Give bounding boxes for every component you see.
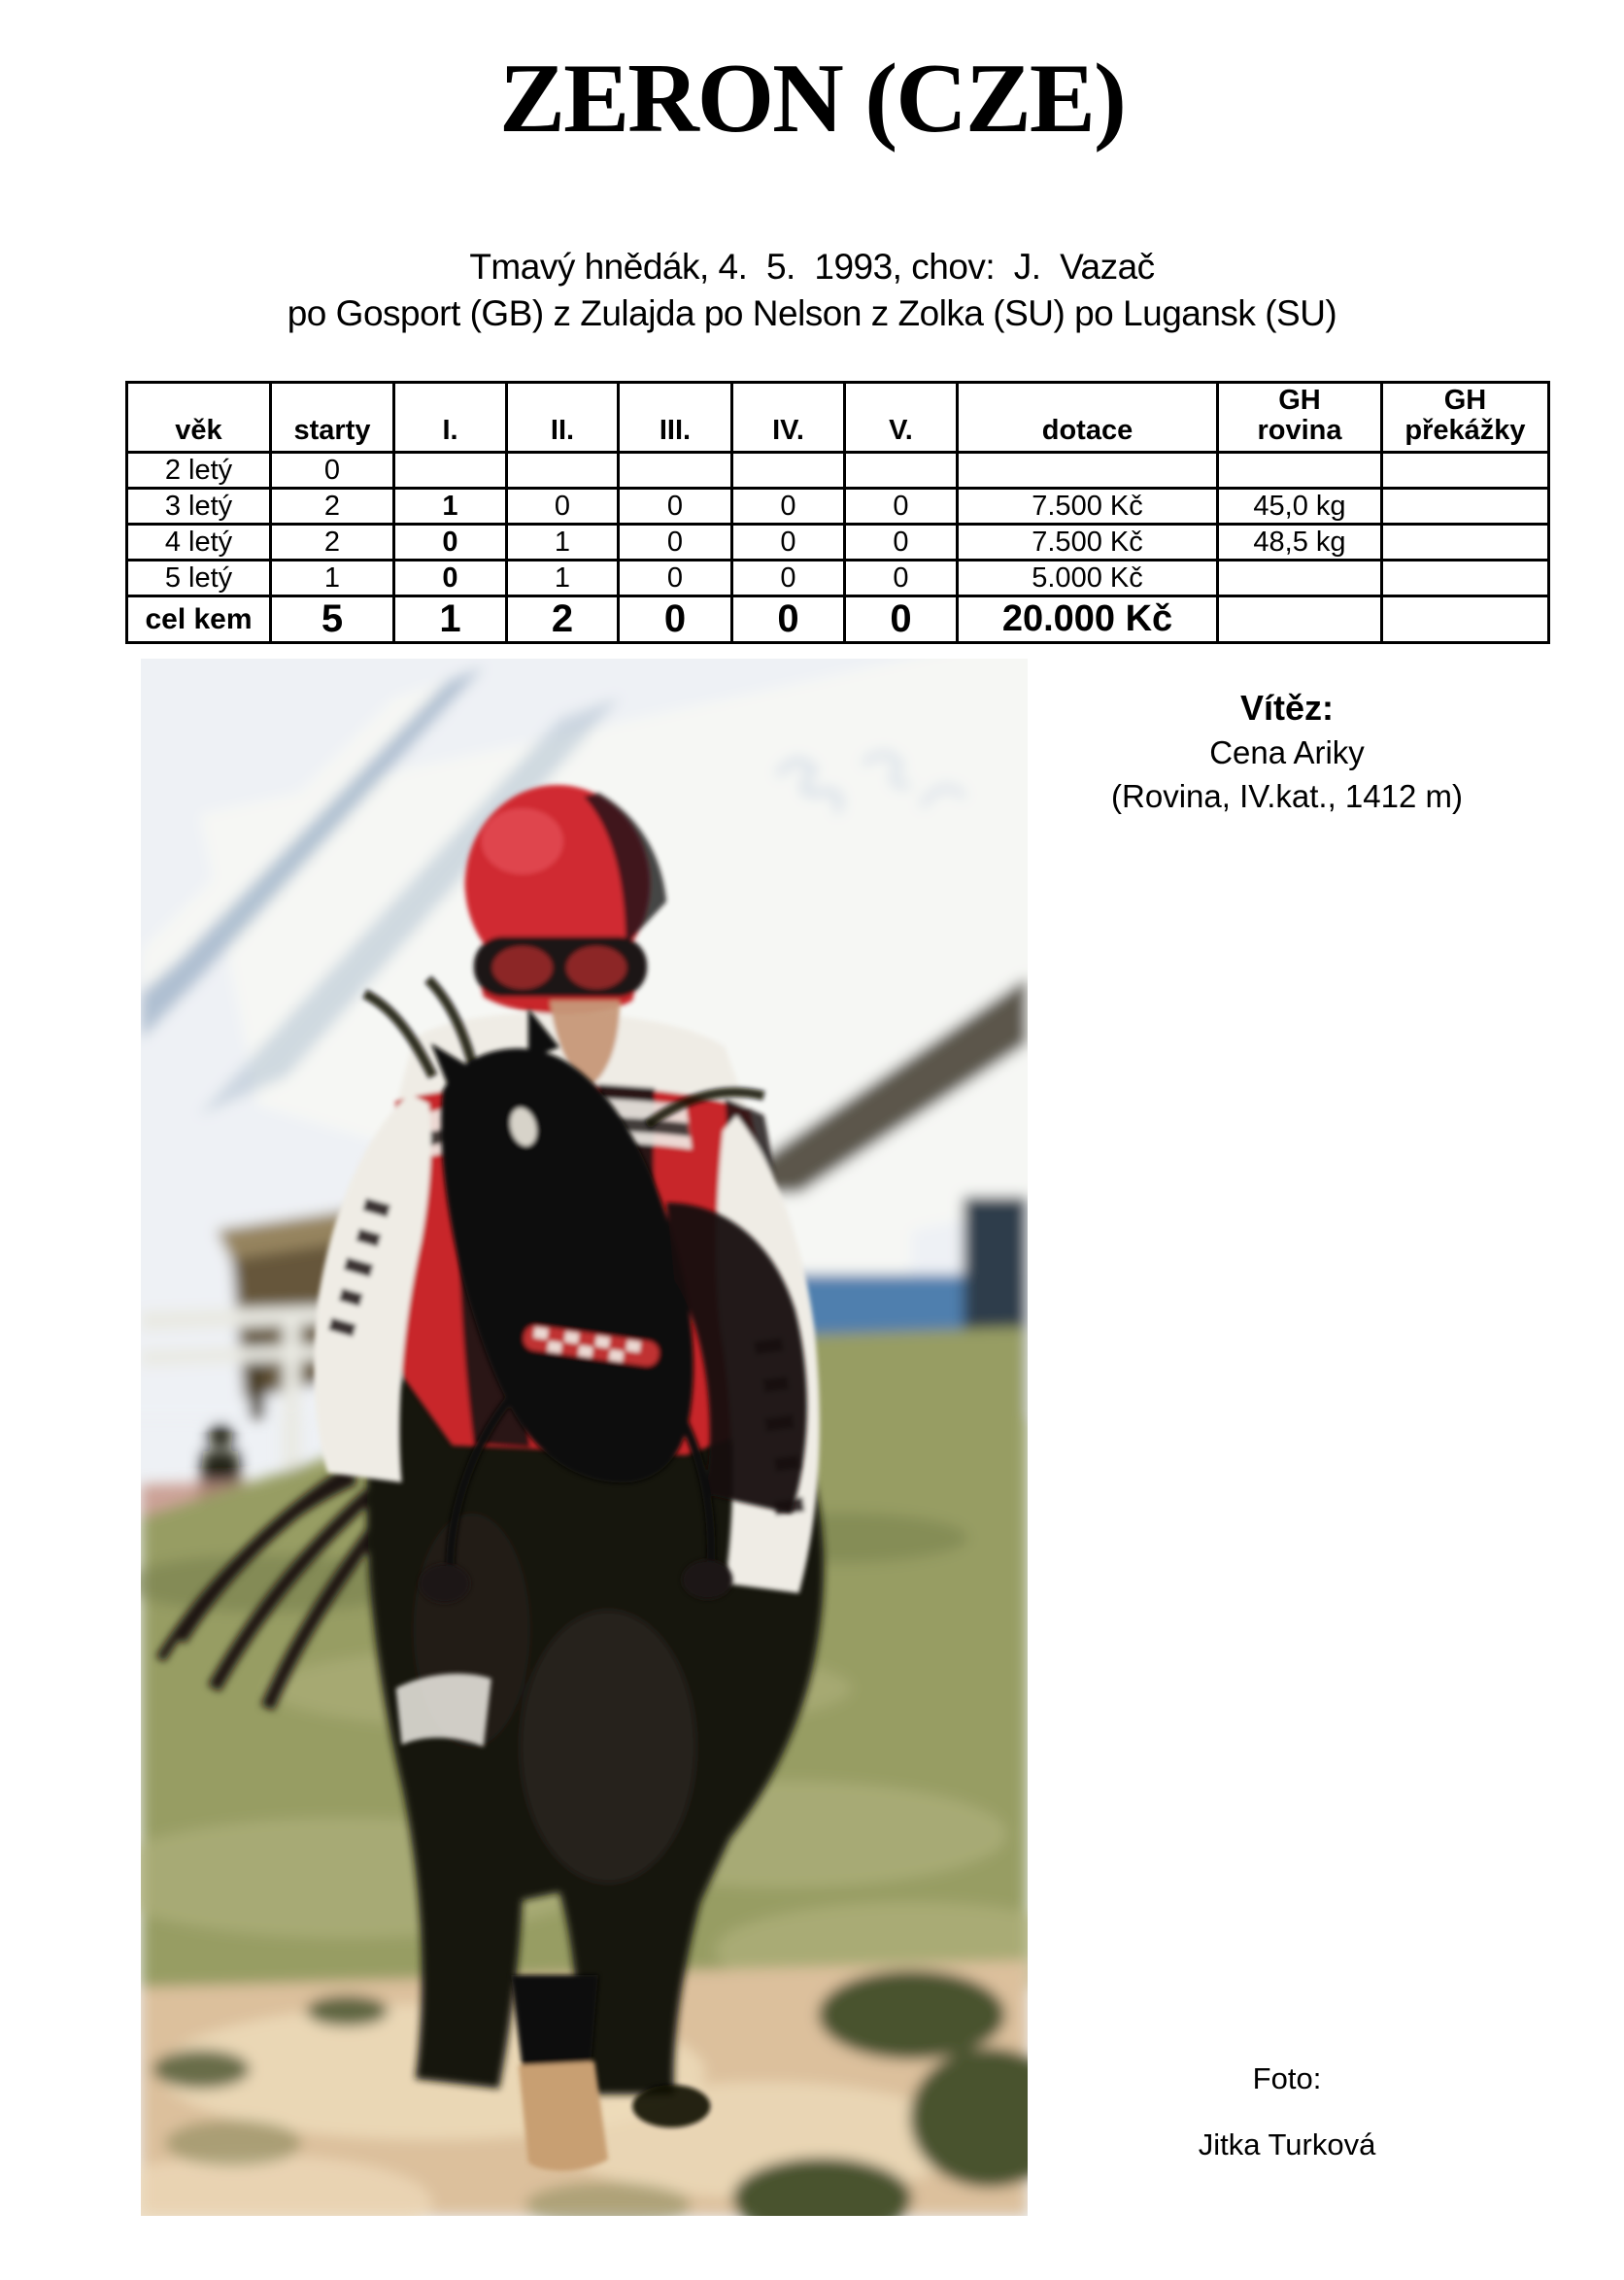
table-cell: 0 <box>619 561 732 596</box>
column-header-place2: II. <box>507 383 619 453</box>
table-cell <box>732 453 845 489</box>
column-header-place1: I. <box>394 383 507 453</box>
table-cell: 2 <box>271 489 394 525</box>
column-header-dotace: dotace <box>958 383 1218 453</box>
column-header-place5: V. <box>845 383 958 453</box>
photo-credit-name: Jitka Turková <box>1198 2127 1376 2161</box>
table-cell: 0 <box>845 489 958 525</box>
table-cell <box>507 453 619 489</box>
table-cell: 0 <box>732 596 845 643</box>
table-cell-total-label: cel kem <box>127 596 271 643</box>
table-cell: 45,0 kg <box>1218 489 1382 525</box>
table-cell: 5.000 Kč <box>958 561 1218 596</box>
column-header-vek: věk <box>127 383 271 453</box>
winner-block <box>1030 686 1544 818</box>
table-cell: 1 <box>507 525 619 561</box>
table-cell <box>1382 525 1549 561</box>
table-cell: 0 <box>507 489 619 525</box>
goggle-lens-left <box>492 946 553 989</box>
horse-photo-illustration <box>141 659 1028 2216</box>
table-cell: 0 <box>845 596 958 643</box>
column-header-gh-rovina: GH rovina <box>1218 383 1382 453</box>
column-header-gh-prekazky: GH překážky <box>1382 383 1549 453</box>
page-title: ZERON (CZE) <box>499 44 1125 153</box>
winner-race-name: Cena Ariky <box>1209 734 1365 770</box>
table-cell <box>1218 453 1382 489</box>
table-cell: 2 letý <box>127 453 271 489</box>
table-row-2lety <box>127 453 1549 489</box>
table-cell <box>1218 561 1382 596</box>
table-cell: 0 <box>619 596 732 643</box>
goggle-lens-right <box>566 946 626 989</box>
table-row-5lety <box>127 561 1549 596</box>
table-cell: 20.000 Kč <box>958 596 1218 643</box>
table-cell: 2 <box>271 525 394 561</box>
table-cell: 7.500 Kč <box>958 489 1218 525</box>
table-cell: 0 <box>732 489 845 525</box>
horse-muzzle <box>547 1395 640 1457</box>
table-cell: 0 <box>732 525 845 561</box>
table-cell <box>1382 489 1549 525</box>
saddle-cloth-edge <box>396 1674 491 1747</box>
photo-credit-label: Foto: <box>1252 2061 1322 2095</box>
table-cell <box>958 453 1218 489</box>
winner-heading: Vítěz: <box>1239 688 1334 728</box>
table-cell: 5 letý <box>127 561 271 596</box>
table-cell: 0 <box>845 525 958 561</box>
table-header-row <box>127 383 1549 453</box>
table-cell <box>845 453 958 489</box>
subtitle-line-2: po Gosport (GB) z Zulajda po Nelson z Zolka (SU) po Lugansk (SU) <box>287 293 1337 333</box>
table-cell: 1 <box>507 561 619 596</box>
table-cell: 1 <box>394 489 507 525</box>
table-cell: 0 <box>271 453 394 489</box>
jockey-hand-left <box>420 1564 470 1603</box>
table-cell <box>1382 453 1549 489</box>
winner-race-details: (Rovina, IV.kat., 1412 m) <box>1111 778 1463 814</box>
table-cell: 4 letý <box>127 525 271 561</box>
table-cell: 48,5 kg <box>1218 525 1382 561</box>
column-header-place4: IV. <box>732 383 845 453</box>
table-cell: 0 <box>619 489 732 525</box>
table-cell: 1 <box>271 561 394 596</box>
second-hoof-shadow <box>632 2085 710 2127</box>
table-cell: 5 <box>271 596 394 643</box>
table-row-3lety <box>127 489 1549 525</box>
table-cell: 0 <box>394 561 507 596</box>
table-cell: 0 <box>845 561 958 596</box>
table-cell: 1 <box>394 596 507 643</box>
subtitle-line-1: Tmavý hnědák, 4. 5. 1993, chov: J. Vazač <box>469 247 1155 287</box>
table-row-4lety <box>127 525 1549 561</box>
results-table <box>125 381 1550 644</box>
table-cell <box>619 453 732 489</box>
table-cell: 3 letý <box>127 489 271 525</box>
table-cell <box>394 453 507 489</box>
table-cell: 0 <box>732 561 845 596</box>
column-header-place3: III. <box>619 383 732 453</box>
column-header-starty: starty <box>271 383 394 453</box>
table-cell <box>1382 561 1549 596</box>
table-cell: 2 <box>507 596 619 643</box>
table-cell: 0 <box>394 525 507 561</box>
horse-photo <box>141 659 1028 2216</box>
jockey-hand-right <box>682 1560 732 1599</box>
table-cell: 0 <box>619 525 732 561</box>
table-cell <box>1382 596 1549 643</box>
table-cell <box>1218 596 1382 643</box>
table-total-row <box>127 596 1549 643</box>
table-cell: 7.500 Kč <box>958 525 1218 561</box>
bush <box>819 1970 1005 2059</box>
